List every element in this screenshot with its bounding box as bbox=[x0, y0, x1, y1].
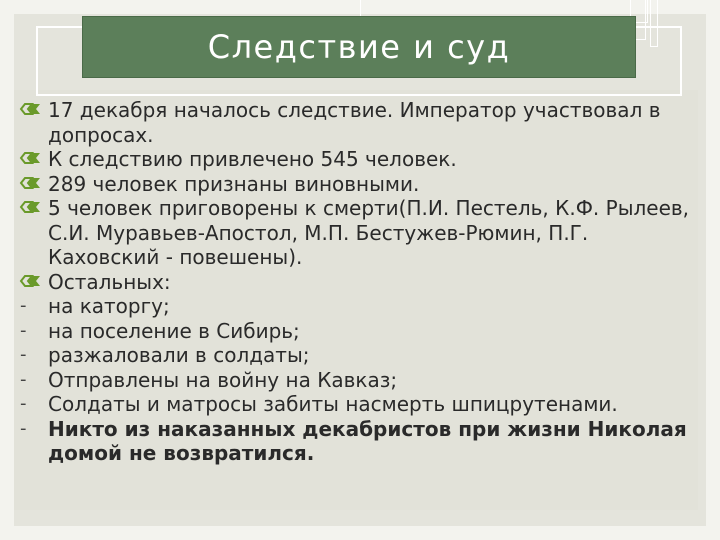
item-text: на поселение в Сибирь; bbox=[48, 318, 300, 343]
item-text: разжаловали в солдаты; bbox=[48, 343, 310, 367]
item-text: 17 декабря началось следствие. Император участвовал в допросах. bbox=[48, 98, 661, 147]
item-text: на каторгу; bbox=[48, 294, 170, 318]
dash-marker: - bbox=[20, 368, 27, 390]
dash-item bbox=[18, 417, 700, 466]
bullet-item bbox=[18, 270, 700, 295]
dash-item bbox=[18, 368, 700, 393]
bullet-item bbox=[18, 98, 700, 147]
bullet-list bbox=[18, 98, 700, 466]
dash-marker: - bbox=[20, 319, 27, 341]
item-text: К следствию привлечено 545 человек. bbox=[48, 147, 457, 171]
item-text: 5 человек приговорены к смерти(П.И. Пестель, К.Ф. Рылеев, С.И. Муравьев-Апостол, М.П. Бестужев-Рюмин, П.Г. Каховский - повешены). bbox=[48, 196, 690, 269]
dash-item bbox=[18, 294, 700, 319]
dash-item bbox=[18, 392, 700, 417]
dash-marker: - bbox=[20, 417, 27, 439]
bullet-item bbox=[18, 172, 700, 197]
bullet-icon bbox=[18, 148, 44, 170]
dash-item bbox=[18, 319, 700, 344]
dash-marker: - bbox=[20, 393, 27, 414]
bullet-icon bbox=[18, 99, 44, 121]
item-text: Отправлены на войну на Кавказ; bbox=[48, 367, 398, 392]
bullet-icon bbox=[18, 271, 44, 293]
dash-item bbox=[18, 343, 700, 368]
dash-marker: - bbox=[20, 295, 27, 316]
bullet-icon bbox=[18, 173, 44, 195]
bullet-item bbox=[18, 147, 700, 172]
item-text: Остальных: bbox=[48, 269, 171, 294]
title-bar bbox=[82, 16, 636, 78]
bullet-icon bbox=[18, 197, 44, 219]
item-text: Никто из наказанных декабристов при жизни Николая домой не возвратился. bbox=[48, 416, 687, 465]
dash-marker: - bbox=[20, 344, 27, 365]
item-text: Солдаты и матросы забиты насмерть шпицрутенами. bbox=[48, 392, 618, 416]
bullet-item bbox=[18, 196, 700, 270]
item-text: 289 человек признаны виновными. bbox=[48, 171, 420, 196]
slide-title: Следствие и суд bbox=[207, 28, 511, 66]
